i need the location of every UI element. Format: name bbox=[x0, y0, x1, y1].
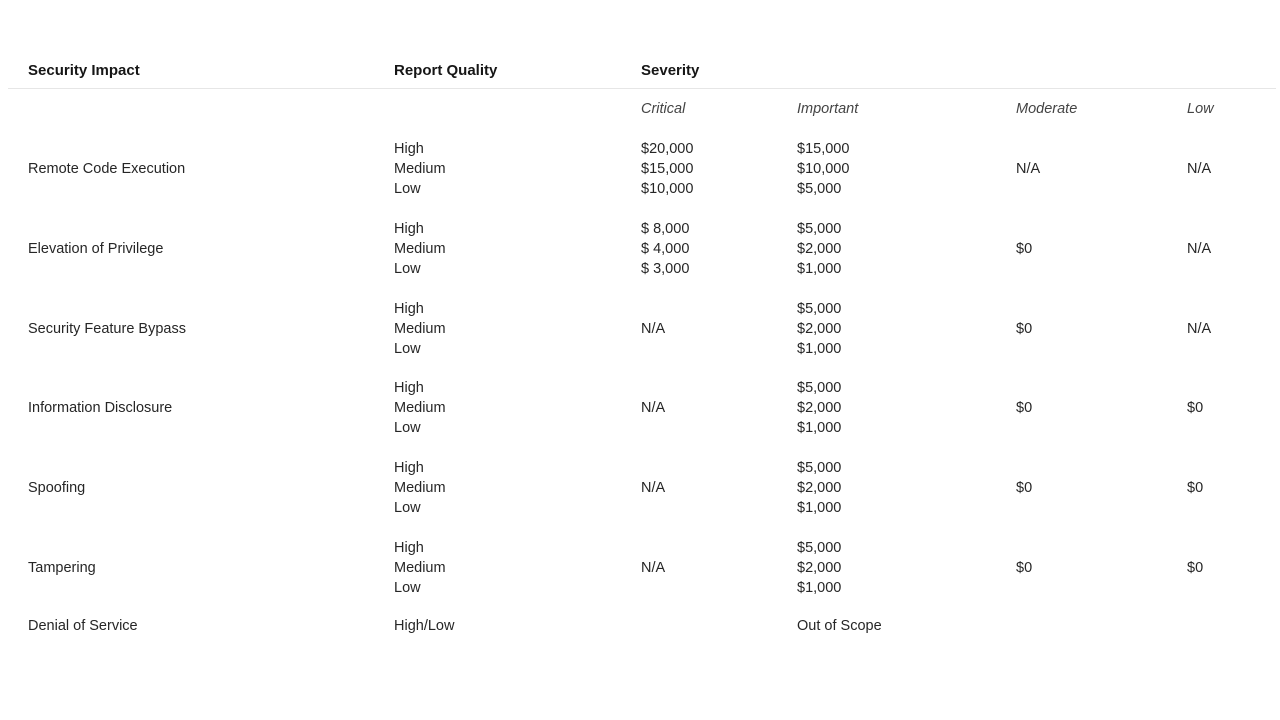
quality-levels bbox=[394, 299, 446, 359]
important-amount: $1,000 bbox=[797, 500, 842, 516]
quality-levels bbox=[394, 458, 446, 518]
quality-level: Low bbox=[394, 261, 421, 277]
impact-label: Elevation of Privilege bbox=[28, 241, 164, 257]
low-amount: $0 bbox=[1187, 480, 1204, 496]
important-amount: $2,000 bbox=[797, 241, 842, 257]
important-amount: $1,000 bbox=[797, 420, 842, 436]
impact-label: Remote Code Execution bbox=[28, 161, 186, 177]
important-amount: $2,000 bbox=[797, 480, 842, 496]
quality-level: Low bbox=[394, 341, 421, 357]
critical-amount: N/A bbox=[641, 480, 666, 496]
low-amount: N/A bbox=[1187, 321, 1212, 337]
quality-level: Medium bbox=[394, 161, 446, 177]
important-amount: $1,000 bbox=[797, 341, 842, 357]
important-amount-list bbox=[797, 378, 841, 438]
quality-level: Low bbox=[394, 500, 421, 516]
important-amount: $2,000 bbox=[797, 321, 842, 337]
low-amount: N/A bbox=[1187, 241, 1212, 257]
quality-levels bbox=[394, 219, 446, 279]
quality-level: Medium bbox=[394, 560, 446, 576]
important-amount-list bbox=[797, 299, 841, 359]
bounty-table bbox=[8, 0, 1276, 720]
quality-level: High bbox=[394, 301, 424, 317]
quality-levels bbox=[394, 538, 446, 598]
impact-label: Denial of Service bbox=[28, 618, 138, 634]
important-amount: $2,000 bbox=[797, 560, 842, 576]
important-amount: $5,000 bbox=[797, 301, 842, 317]
moderate-amount: $0 bbox=[1016, 560, 1033, 576]
critical-amount: $ 8,000 bbox=[641, 221, 690, 237]
low-amount: $0 bbox=[1187, 560, 1204, 576]
quality-level: High bbox=[394, 380, 424, 396]
header-report-quality: Report Quality bbox=[394, 62, 498, 79]
critical-amount: N/A bbox=[641, 321, 666, 337]
moderate-amount: $0 bbox=[1016, 480, 1033, 496]
critical-amount: N/A bbox=[641, 400, 666, 416]
important-amount: $15,000 bbox=[797, 141, 850, 157]
quality-level: High bbox=[394, 540, 424, 556]
critical-amount-list bbox=[641, 139, 693, 199]
critical-amount: $ 4,000 bbox=[641, 241, 690, 257]
critical-amount-list bbox=[641, 219, 689, 279]
severity-low: Low bbox=[1187, 101, 1214, 117]
quality-level: Medium bbox=[394, 321, 446, 337]
important-amount: $10,000 bbox=[797, 161, 850, 177]
important-amount: $5,000 bbox=[797, 460, 842, 476]
quality-level: Medium bbox=[394, 480, 446, 496]
low-amount: $0 bbox=[1187, 400, 1204, 416]
header-security-impact: Security Impact bbox=[28, 62, 140, 79]
quality-level: Medium bbox=[394, 400, 446, 416]
impact-label: Spoofing bbox=[28, 480, 86, 496]
severity-moderate: Moderate bbox=[1016, 101, 1078, 117]
quality-level: Low bbox=[394, 420, 421, 436]
quality-level: Low bbox=[394, 181, 421, 197]
important-amount: $2,000 bbox=[797, 400, 842, 416]
important-amount: $5,000 bbox=[797, 181, 842, 197]
severity-important: Important bbox=[797, 101, 859, 117]
quality-level: High bbox=[394, 141, 424, 157]
quality-level: High bbox=[394, 221, 424, 237]
critical-amount: $20,000 bbox=[641, 141, 694, 157]
important-amount: $5,000 bbox=[797, 540, 842, 556]
header-row bbox=[8, 60, 1276, 89]
out-of-scope-label: Out of Scope bbox=[797, 618, 882, 634]
important-amount: $5,000 bbox=[797, 380, 842, 396]
critical-amount: N/A bbox=[641, 560, 666, 576]
important-amount-list bbox=[797, 219, 841, 279]
quality-level: Medium bbox=[394, 241, 446, 257]
quality-level: Low bbox=[394, 580, 421, 596]
important-amount-list bbox=[797, 458, 841, 518]
critical-amount: $ 3,000 bbox=[641, 261, 690, 277]
important-amount-list bbox=[797, 538, 841, 598]
severity-critical: Critical bbox=[641, 101, 686, 117]
important-amount-list bbox=[797, 139, 849, 199]
critical-amount: $10,000 bbox=[641, 181, 694, 197]
header-severity: Severity bbox=[641, 62, 700, 79]
important-amount: $1,000 bbox=[797, 580, 842, 596]
quality-levels bbox=[394, 139, 446, 199]
moderate-amount: $0 bbox=[1016, 241, 1033, 257]
impact-label: Information Disclosure bbox=[28, 400, 173, 416]
low-amount: N/A bbox=[1187, 161, 1212, 177]
quality-level: High bbox=[394, 460, 424, 476]
impact-label: Tampering bbox=[28, 560, 96, 576]
quality-label: High/Low bbox=[394, 618, 455, 634]
moderate-amount: $0 bbox=[1016, 321, 1033, 337]
critical-amount: $15,000 bbox=[641, 161, 694, 177]
moderate-amount: N/A bbox=[1016, 161, 1041, 177]
impact-label: Security Feature Bypass bbox=[28, 321, 186, 337]
quality-levels bbox=[394, 378, 446, 438]
important-amount: $1,000 bbox=[797, 261, 842, 277]
moderate-amount: $0 bbox=[1016, 400, 1033, 416]
important-amount: $5,000 bbox=[797, 221, 842, 237]
